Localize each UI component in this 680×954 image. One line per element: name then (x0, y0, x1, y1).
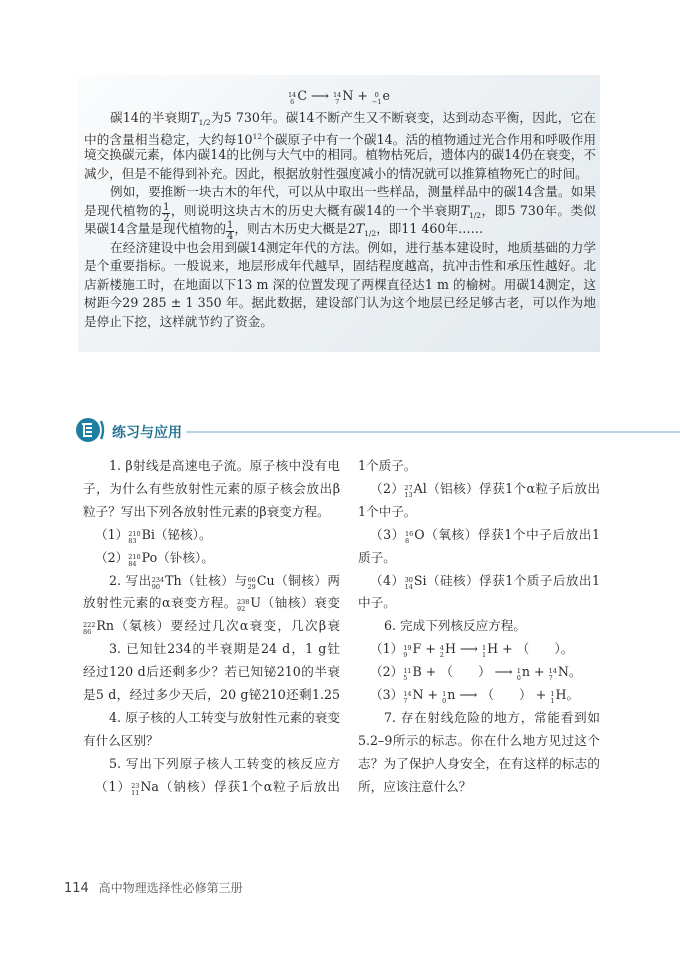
book-title: 高中物理选择性必修第三册 (98, 881, 243, 895)
text-run: 境交换碳元素，体内碳14的比例与大气中的相同。植物枯死后，遗体内的碳14仍在衰变，不 (84, 147, 596, 162)
subscript: 1/2 (468, 210, 482, 220)
nuclide-numbers (372, 92, 382, 106)
text-run: 。 (566, 687, 580, 702)
text-line (84, 219, 596, 239)
element-symbol: H (487, 641, 499, 657)
nuclide-numbers (128, 554, 140, 568)
heading-divider (186, 431, 680, 433)
element-symbol: n (447, 687, 456, 702)
atomic-number: 5 (403, 674, 408, 683)
mass-number: 14 (333, 91, 342, 99)
mass-number: 11 (403, 667, 412, 676)
atomic-number: 1 (481, 651, 487, 660)
text-line (358, 754, 600, 774)
atomic-number: 90 (151, 582, 160, 591)
text-line (370, 571, 600, 591)
text-run: 是个重要指标。一般说来，地层形成年代越早，固结程度越高，抗冲击性和承压性越好。北 (84, 258, 596, 273)
text-line (370, 662, 600, 682)
text-line (109, 639, 340, 659)
mass-number: 14 (403, 690, 412, 698)
text-run: 个碳原子中有一个碳14。活的植物通过光合作用和呼吸作用 (262, 131, 596, 147)
nuclide-numbers (440, 645, 444, 659)
text-run: （4） (370, 572, 405, 588)
page-number: 114 (64, 881, 89, 896)
text-line (358, 593, 600, 613)
nuclide-symbol (550, 685, 566, 705)
decay-equation (78, 86, 600, 106)
text-run: 果碳14含量是现代植物的 (84, 221, 226, 236)
mass-number: 234 (151, 575, 165, 584)
text-run: （氡核）要经过几次α衰变，几次β衰 (114, 618, 340, 634)
nuclide-numbers (549, 668, 557, 682)
text-line (84, 312, 596, 332)
atomic-number: 0 (442, 697, 447, 705)
nuclide-symbol (403, 685, 423, 705)
text-line (95, 777, 340, 797)
section-heading (76, 418, 182, 446)
text-line (110, 108, 596, 128)
element-symbol: Al (413, 480, 427, 496)
nuclide-numbers (128, 531, 140, 545)
text-run: （硅核）俘获1个质子后放出1 (426, 572, 600, 588)
atomic-number: 92 (236, 605, 246, 614)
text-run: 。 (568, 664, 582, 680)
nuclide-numbers (405, 531, 413, 545)
text-line (109, 708, 340, 728)
text-run: 树距今29 285 ± 1 350 年。据此数据，建设部门认为这个地层已经足够古老，可以作为地 (84, 295, 596, 310)
text-line (109, 754, 340, 774)
text-line (358, 777, 600, 797)
atomic-number: 6 (290, 98, 295, 106)
text-run: 5.2–9所示的标志。你在什么地方见过这个 (358, 732, 600, 748)
atomic-number: 9 (403, 651, 408, 660)
atomic-number: 83 (128, 536, 137, 545)
text-line (83, 731, 340, 751)
text-run: 是5 d，经过多少天后，20 g铋210还剩1.25 (83, 687, 340, 702)
mass-number: 238 (236, 598, 250, 607)
element-symbol: F (412, 641, 422, 657)
atomic-number: 0 (516, 674, 521, 683)
element-symbol: N (557, 664, 569, 680)
text-run: 1个中子。 (358, 503, 417, 519)
text-run: + (353, 88, 372, 103)
element-symbol: N (412, 687, 424, 702)
atomic-number: 86 (83, 628, 92, 637)
text-line (83, 479, 340, 499)
text-line (83, 502, 340, 522)
atomic-number: 14 (404, 582, 413, 591)
text-run: （铝核）俘获1个α粒子后放出 (426, 480, 600, 496)
text-run: + （ ）。 (498, 641, 574, 657)
nuclide-symbol (131, 777, 159, 797)
text-line (84, 145, 596, 165)
text-run: 所，应该注意什么？ (358, 778, 472, 794)
atomic-number: 13 (404, 490, 413, 499)
atomic-number: 29 (247, 582, 256, 591)
nuclide-symbol (404, 479, 426, 499)
nuclide-symbol (83, 616, 114, 636)
text-run: （3） (370, 526, 405, 542)
element-symbol: Po (141, 549, 158, 565)
text-run: 例如，要推断一块古木的年代，可以从中取出一些样品，测量样品中的碳14含量。如果 (110, 184, 596, 199)
atomic-number: 7 (548, 674, 553, 683)
mass-number: 16 (404, 529, 414, 538)
text-line (358, 502, 600, 522)
text-run: 经过120 d后还剩多少？若已知铋210的半衰 (83, 664, 340, 680)
text-run: 是停止下挖，这样就节约了资金。 (84, 313, 273, 329)
variable: T (355, 221, 365, 236)
text-line (84, 275, 596, 295)
mass-number: 210 (128, 529, 141, 538)
text-line (95, 548, 340, 568)
text-run: （铜核）两 (274, 572, 340, 588)
section-title: 练习与应用 (112, 425, 182, 441)
element-symbol: Si (413, 572, 427, 588)
text-run: （3） (370, 687, 404, 702)
atomic-number: 8 (404, 536, 410, 545)
element-symbol: Bi (141, 526, 155, 542)
text-run: 中子。 (358, 595, 396, 611)
superscript: 12 (252, 131, 263, 141)
text-line (384, 708, 600, 728)
mass-number: 27 (404, 483, 413, 492)
text-run: ⟶ (455, 641, 482, 657)
text-line (84, 127, 596, 147)
text-run: ⟶ （ ） + (455, 687, 551, 702)
element-symbol: Cu (256, 572, 275, 588)
mass-number: 66 (247, 575, 256, 584)
text-line (370, 639, 600, 659)
text-line (83, 662, 340, 682)
text-run: （钋核）。 (157, 549, 214, 565)
text-run: 店新楼施工时，在地面以下13 m 深的位置发现了两棵直径达1 m 的榆树。用碳14测定，这 (84, 276, 596, 292)
text-run: （1） (95, 778, 132, 794)
nuclide-symbol (403, 662, 422, 682)
text-run: （氧核）俘获1个中子后放出1 (424, 526, 600, 542)
nuclide-numbers (288, 92, 296, 106)
nuclide-symbol (237, 593, 261, 613)
text-line (83, 593, 340, 613)
text-run: 质子。 (358, 549, 396, 565)
text-line (84, 256, 596, 276)
nuclide-symbol (128, 525, 155, 545)
element-symbol: C (297, 88, 307, 103)
text-run: 是现代植物的 (84, 202, 163, 218)
atomic-number: 7 (403, 697, 408, 705)
mass-number: 14 (288, 91, 297, 99)
text-run: 志？为了保护人身安全，在有这样的标志的 (358, 755, 600, 771)
mass-number: 210 (128, 552, 141, 561)
mass-number: 4 (439, 644, 444, 653)
text-run: 中的含量相当稳定，大约每 (84, 131, 237, 147)
text-line (84, 293, 596, 313)
exercise-icon (76, 417, 106, 447)
text-run: （2） (370, 664, 404, 680)
numerator: 1 (226, 220, 234, 231)
page-footer (64, 879, 243, 896)
nuclide-numbers (403, 668, 411, 682)
text-line (83, 685, 340, 705)
atomic-number: 11 (131, 788, 140, 797)
element-symbol: U (250, 595, 261, 611)
mass-number: 30 (404, 575, 413, 584)
text-run: （1） (370, 641, 404, 657)
text-run: ，即11 460年…… (376, 221, 484, 236)
nuclide-numbers (442, 691, 446, 705)
element-symbol: O (414, 526, 425, 542)
nuclide-symbol (517, 662, 530, 682)
nuclide-symbol (128, 548, 157, 568)
text-run: ，则说明这块古木的历史大概有碳14的一个半衰期 (170, 202, 461, 218)
atomic-number: 1 (550, 697, 555, 705)
subscript: 1/2 (198, 118, 211, 127)
text-line (358, 456, 600, 476)
text-run: 减少，但是不能得到补充。因此，根据放射性强度减小的情况就可以推算植物死亡的时间。 (84, 165, 588, 181)
nuclide-numbers (237, 599, 249, 613)
text-run: 3. 已知钍234的半衰期是24 d，1 g钍 (109, 641, 340, 657)
text-line (370, 525, 600, 545)
denominator: 4 (226, 231, 234, 239)
element-symbol: H (444, 641, 456, 657)
text-line (95, 525, 340, 545)
mass-number: 23 (131, 781, 140, 790)
nuclide-symbol (152, 571, 182, 591)
nuclide-symbol (405, 571, 427, 591)
nuclide-symbol (288, 86, 307, 106)
text-run: 1个质子。 (358, 458, 417, 473)
element-symbol: n (521, 664, 531, 680)
denominator: 2 (163, 212, 170, 221)
text-run: （钍核）与 (181, 572, 248, 588)
text-line (370, 685, 600, 705)
variable: T (190, 110, 199, 125)
text-run: 碳14的半衰期 (110, 110, 191, 125)
nuclide-numbers (83, 622, 95, 636)
mass-number: 19 (403, 644, 412, 653)
mass-number: 1 (481, 644, 487, 653)
nuclide-symbol (403, 639, 421, 659)
mass-number: 1 (442, 690, 447, 698)
text-run: （2） (95, 549, 129, 565)
atomic-number: 84 (128, 559, 137, 568)
text-line (109, 456, 340, 476)
text-line (110, 182, 596, 202)
text-line (370, 479, 600, 499)
element-symbol: Na (140, 778, 159, 794)
text-run: 放射性元素的α衰变方程。 (83, 595, 237, 611)
numerator: 1 (163, 201, 170, 213)
mass-number: 1 (550, 690, 555, 698)
text-run: ，则古木历史大概是2 (234, 221, 356, 236)
atomic-number: −1 (371, 98, 382, 106)
text-line (110, 238, 596, 258)
text-run: ⟶ (306, 88, 334, 103)
text-run: 1. β射线是高速电子流。原子核中没有电 (109, 458, 340, 473)
nuclide-numbers (550, 691, 554, 705)
nuclide-numbers (248, 577, 256, 591)
element-symbol: Th (165, 572, 182, 588)
text-run: + (423, 687, 443, 702)
text-run: 5. 写出下列原子核人工转变的核反应方 (109, 755, 340, 771)
carbon-14-reading-box (78, 75, 600, 352)
text-line (358, 731, 600, 751)
text-run: （钠核）俘获1个α粒子后放出 (158, 778, 340, 794)
nuclide-numbers (403, 645, 411, 659)
text-run: 6. 完成下列核反应方程。 (384, 618, 526, 634)
text-line (84, 164, 596, 184)
nuclide-symbol (482, 639, 498, 659)
text-run: + (530, 664, 549, 680)
nuclide-numbers (333, 92, 341, 106)
text-line (358, 548, 600, 568)
text-run: ，即5 730年。类似 (481, 202, 596, 218)
text-run: + （ ） ⟶ (421, 664, 517, 680)
element-symbol: H (555, 687, 567, 702)
text-run: 在经济建设中也会用到碳14测定年代的方法。例如，进行基本建设时，地质基础的力学 (110, 239, 596, 255)
element-symbol: Rn (96, 618, 115, 634)
variable: T (460, 202, 469, 218)
nuclide-symbol (549, 662, 569, 682)
nuclide-symbol (440, 639, 456, 659)
element-symbol: e (382, 88, 390, 103)
text-run: 为5 730年。碳14不断产生又不断衰变，达到动态平衡，因此，它在 (210, 110, 596, 125)
subscript: 1/2 (364, 229, 377, 238)
nuclide-symbol (333, 86, 353, 106)
atomic-number: 7 (335, 98, 340, 106)
text-run: 有什么区别？ (83, 732, 159, 748)
nuclide-numbers (405, 577, 413, 591)
text-line (109, 571, 340, 591)
nuclide-numbers (482, 645, 486, 659)
nuclide-symbol (442, 685, 455, 705)
text-line (84, 201, 596, 221)
base: 10 (236, 131, 253, 147)
nuclide-numbers (403, 691, 411, 705)
nuclide-numbers (517, 668, 521, 682)
text-run: 4. 原子核的人工转变与放射性元素的衰变 (109, 709, 340, 725)
text-run: + (421, 641, 440, 657)
element-symbol: B (412, 664, 422, 680)
text-run: （1） (95, 526, 129, 542)
text-run: （2） (370, 480, 405, 496)
text-run: 粒子？写出下列各放射性元素的β衰变方程。 (83, 503, 330, 519)
nuclide-numbers (131, 783, 139, 797)
nuclide-symbol (248, 571, 275, 591)
nuclide-numbers (404, 485, 412, 499)
text-run: 2. 写出 (109, 572, 152, 588)
mass-number: 14 (548, 667, 557, 676)
atomic-number: 2 (439, 651, 444, 660)
text-run: 子，为什么有些放射性元素的原子核会放出β (83, 480, 340, 496)
text-run: （铀核）衰变 (260, 595, 340, 611)
text-line (384, 616, 600, 636)
mass-number: 222 (83, 621, 96, 630)
text-line (83, 616, 340, 636)
element-symbol: N (342, 88, 354, 103)
mass-number: 0 (374, 91, 379, 99)
mass-number: 1 (516, 667, 521, 676)
text-run: （铋核）。 (154, 526, 212, 542)
nuclide-symbol (405, 525, 425, 545)
nuclide-numbers (152, 577, 164, 591)
text-run: 7. 存在射线危险的地方，常能看到如 (384, 709, 600, 725)
nuclide-symbol (372, 86, 390, 106)
